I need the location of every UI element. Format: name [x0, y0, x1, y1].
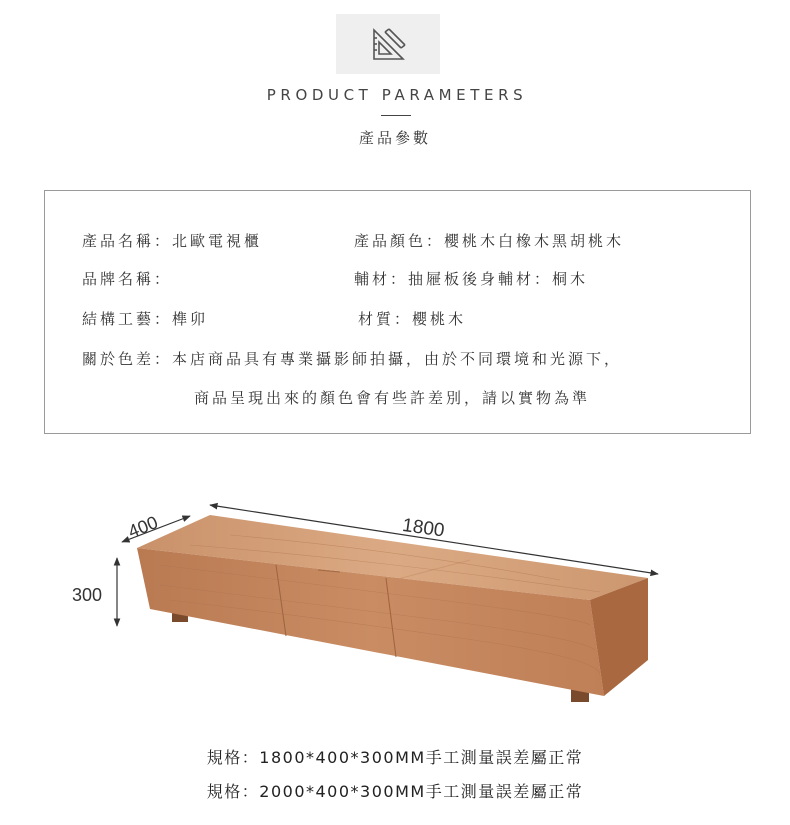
param-aux-value: 抽屜板後身輔材：桐木: [408, 270, 589, 288]
param-name-value: 北歐電視櫃: [172, 232, 263, 250]
parameter-panel: [44, 190, 751, 434]
param-brand-label: 品牌名稱：: [82, 270, 173, 288]
section-title-en: PRODUCT PARAMETERS: [266, 86, 528, 104]
param-aux-row: [354, 268, 588, 289]
param-material-row: [358, 308, 466, 329]
param-material-label: 材質：: [358, 310, 413, 328]
param-craft-label: 結構工藝：: [82, 310, 173, 328]
param-brand-row: [82, 268, 172, 289]
spec-line-2: 規格：2000*400*300MM手工測量誤差屬正常: [206, 782, 584, 801]
param-diff-line1: 本店商品具有專業攝影師拍攝，由於不同環境和光源下，: [172, 350, 623, 368]
spec-line-1: 規格：1800*400*300MM手工測量誤差屬正常: [206, 748, 584, 767]
title-divider: [381, 115, 411, 116]
param-aux-label: 輔材：: [354, 270, 409, 288]
depth-dimension-label: 400: [125, 512, 161, 542]
param-color-row: [354, 230, 624, 251]
ruler-pencil-icon: [371, 26, 407, 62]
param-diff-row-2: [194, 387, 590, 408]
param-material-value: 櫻桃木: [412, 310, 467, 328]
param-craft-row: [82, 308, 208, 329]
param-diff-row: [82, 348, 622, 369]
param-name-row: [82, 230, 262, 251]
param-name-label: 產品名稱：: [82, 232, 173, 250]
section-title-zh: 產品參數: [358, 129, 431, 147]
param-color-label: 產品顏色：: [354, 232, 445, 250]
product-dimension-drawing: [0, 490, 790, 720]
param-diff-label: 關於色差：: [82, 350, 173, 368]
param-craft-value: 榫卯: [172, 310, 209, 328]
height-dimension-label: 300: [72, 585, 103, 605]
param-color-value: 櫻桃木白橡木黑胡桃木: [444, 232, 625, 250]
length-dimension-label: 1800: [400, 514, 446, 542]
param-diff-line2: 商品呈現出來的顏色會有些許差別，請以實物為準: [194, 389, 591, 407]
logo-box: [336, 14, 440, 74]
